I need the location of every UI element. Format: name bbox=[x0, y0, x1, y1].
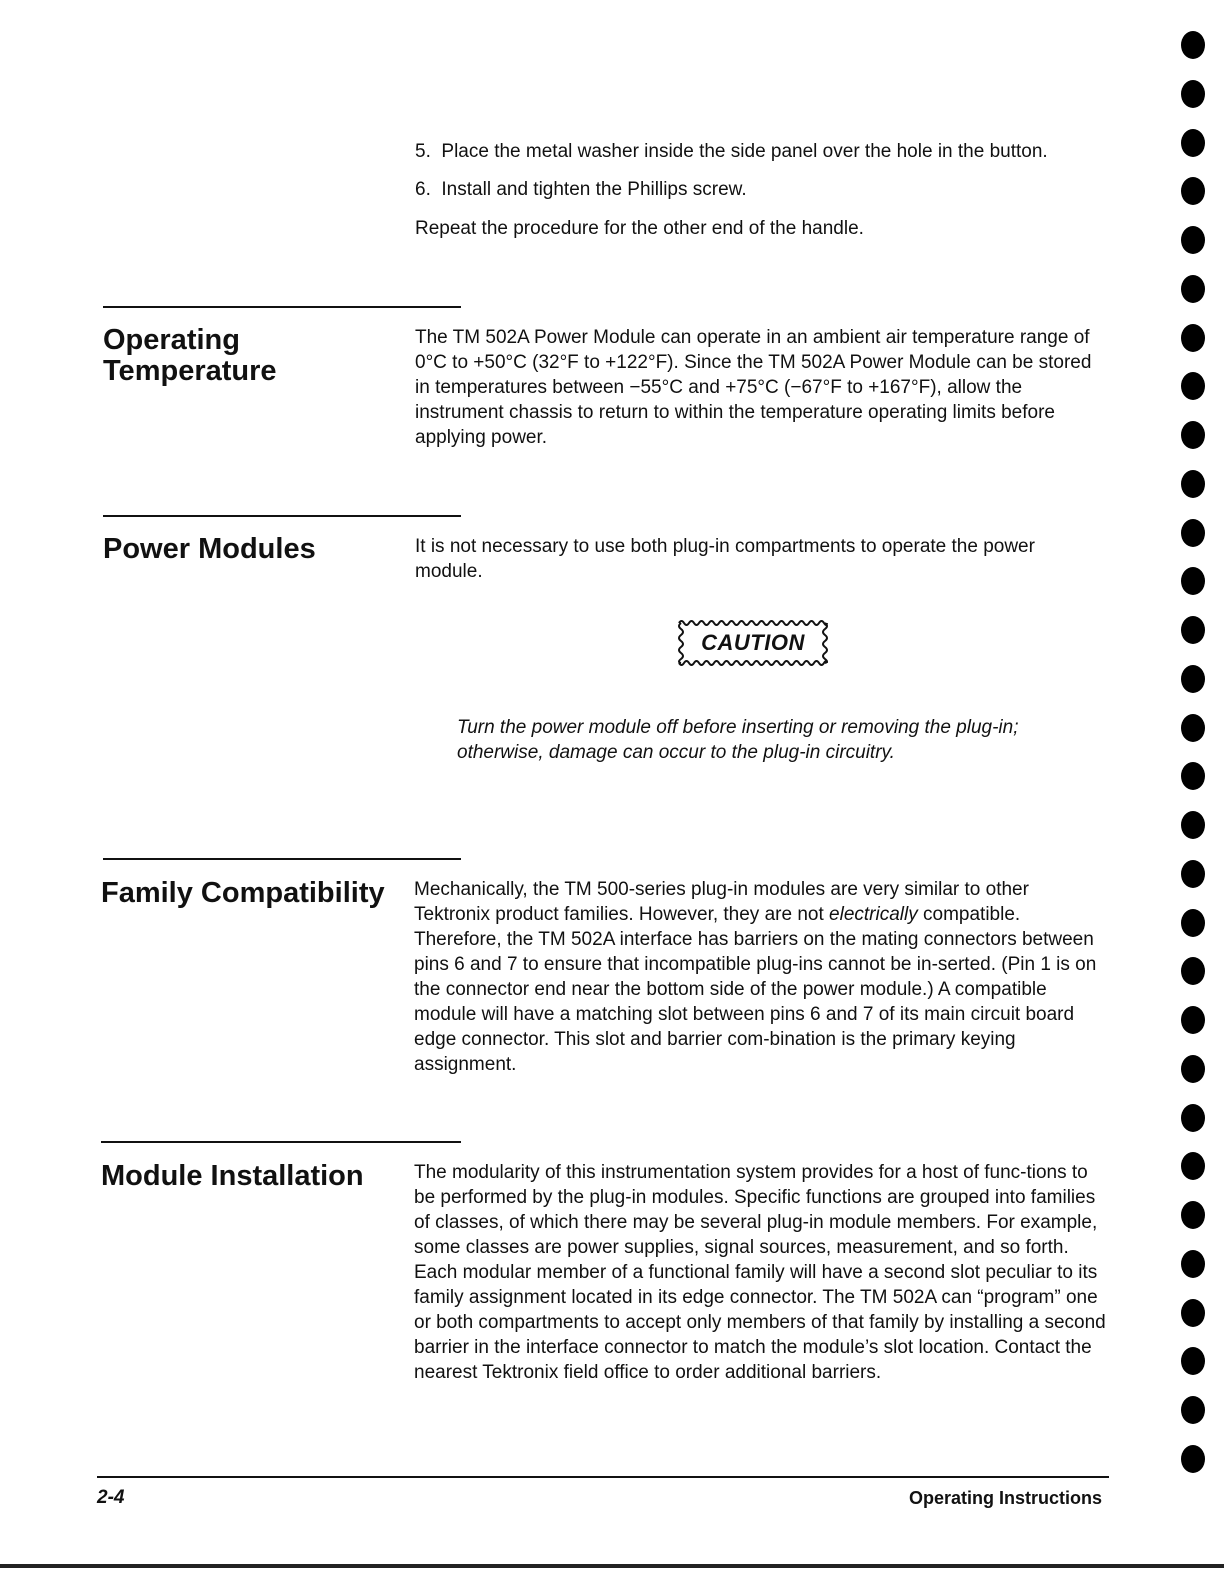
caution-message: Turn the power module off before inserting or removing the plug-in; otherwise, damage can occur to the plug-in circuitry. bbox=[457, 717, 1019, 763]
binder-hole-icon bbox=[1181, 421, 1205, 449]
body-text-part: Mechanically, the TM 500-series plug-in modules are very similar to other Tektronix product families. However, they are not bbox=[414, 879, 1029, 925]
emphasis-text: electrically bbox=[829, 904, 918, 925]
step-5: 5. Place the metal washer inside the side panel over the hole in the button. bbox=[415, 141, 1048, 162]
page-number: 2-4 bbox=[97, 1487, 125, 1508]
binder-hole-icon bbox=[1181, 324, 1205, 352]
binder-hole-icon bbox=[1181, 762, 1205, 790]
binder-hole-icon bbox=[1181, 1152, 1205, 1180]
binder-hole-icon bbox=[1181, 470, 1205, 498]
repeat-note: Repeat the procedure for the other end of the handle. bbox=[415, 218, 864, 239]
binder-hole-icon bbox=[1181, 567, 1205, 595]
binder-hole-icon bbox=[1181, 519, 1205, 547]
binder-hole-icon bbox=[1181, 1396, 1205, 1424]
module-installation-body: The modularity of this instrumentation system provides for a host of func-tions to be performed by the plug-in modules. Specific functions are grouped into families of classes, of which there may be several plug-in module members. For example, some classes are power supplies, signal sources, measurement, and so forth. Each modular member of a functional family will have a second slot peculiar to its family assignment located in its edge connector. The TM 502A can “program” one or both compartments to accept only members of that family by installing a second barrier in the interface connector to match the module’s slot location. Contact the nearest Tektronix field office to order additional barriers. bbox=[414, 1162, 1106, 1383]
binder-hole-icon bbox=[1181, 1104, 1205, 1132]
section-rule bbox=[103, 515, 461, 517]
binder-hole-icon bbox=[1181, 1006, 1205, 1034]
section-rule bbox=[103, 858, 461, 860]
operating-temperature-heading bbox=[103, 325, 393, 387]
binder-hole-icon bbox=[1181, 860, 1205, 888]
binder-hole-icon bbox=[1181, 714, 1205, 742]
binder-hole-icon bbox=[1181, 1250, 1205, 1278]
caution-label bbox=[677, 619, 829, 667]
step-6: 6. Install and tighten the Phillips screw. bbox=[415, 179, 747, 200]
binder-hole-icon bbox=[1181, 1347, 1205, 1375]
heading-line: Operating bbox=[103, 324, 240, 356]
section-rule bbox=[101, 1141, 461, 1143]
scan-edge bbox=[0, 1564, 1224, 1568]
binder-hole-icon bbox=[1181, 616, 1205, 644]
heading-line: Temperature bbox=[103, 355, 277, 387]
section-rule bbox=[103, 306, 461, 308]
family-compatibility-body bbox=[414, 877, 1106, 1077]
binder-hole-icon bbox=[1181, 372, 1205, 400]
binder-hole-icon bbox=[1181, 275, 1205, 303]
binder-hole-icon bbox=[1181, 1445, 1205, 1473]
operating-temperature-body: The TM 502A Power Module can operate in an ambient air temperature range of 0°C to +50°C (32°F to +122°F). Since the TM 502A Power Module can be stored in temperatures between −55°C and +75°C (−67°F to +167°F), allow the instrument chassis to return to within the temperature operating limits before applying power. bbox=[415, 327, 1092, 448]
binder-hole-icon bbox=[1181, 665, 1205, 693]
binder-hole-icon bbox=[1181, 1299, 1205, 1327]
power-modules-body: It is not necessary to use both plug-in compartments to operate the power module. bbox=[415, 536, 1035, 582]
binder-hole-icon bbox=[1181, 1055, 1205, 1083]
binder-hole-icon bbox=[1181, 909, 1205, 937]
binder-hole-icon bbox=[1181, 957, 1205, 985]
binder-hole-icon bbox=[1181, 129, 1205, 157]
binder-hole-icon bbox=[1181, 80, 1205, 108]
binder-hole-icon bbox=[1181, 1201, 1205, 1229]
binder-hole-icon bbox=[1181, 31, 1205, 59]
footer-rule bbox=[97, 1476, 1109, 1478]
binder-hole-icon bbox=[1181, 226, 1205, 254]
footer-section-title: Operating Instructions bbox=[908, 1488, 1102, 1508]
binder-hole-icon bbox=[1181, 811, 1205, 839]
caution-text-label: CAUTION bbox=[701, 630, 805, 655]
power-modules-heading: Power Modules bbox=[103, 533, 316, 565]
binder-hole-icon bbox=[1181, 177, 1205, 205]
module-installation-heading: Module Installation bbox=[101, 1160, 364, 1192]
body-text-part: compatible. Therefore, the TM 502A interface has barriers on the mating connectors between pins 6 and 7 to ensure that incompatible plug-ins cannot be in-serted. (Pin 1 is on the connector end near the bottom side of the power module.) A compatible module will have a matching slot between pins 6 and 7 of its main circuit board edge connector. This slot and barrier com-bination is the primary keying assignment. bbox=[414, 904, 1097, 1075]
family-compatibility-heading: Family Compatibility bbox=[101, 877, 385, 909]
